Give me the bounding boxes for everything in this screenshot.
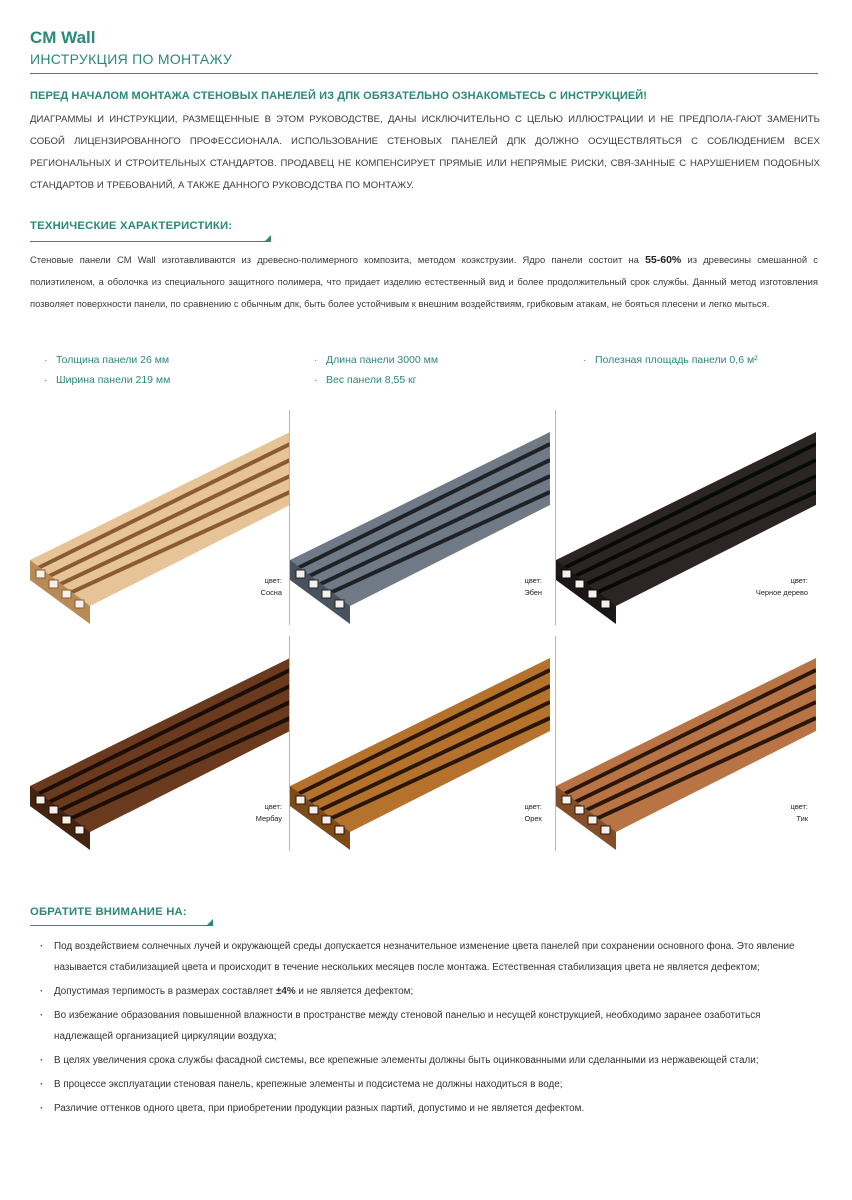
panel-cell — [296, 796, 305, 804]
tech-percent: 55-60% — [645, 254, 682, 266]
color-caption-label: цвет: — [524, 576, 542, 585]
spec-width — [44, 374, 170, 386]
note-text: Различие оттенков одного цвета, при приобретении продукции разных партий, допустимо и не является дефектом. — [54, 1103, 585, 1114]
color-caption-label: цвет: — [264, 576, 282, 585]
color-name: Черное дерево — [755, 588, 808, 597]
color-name: Орех — [524, 814, 542, 823]
list-item — [38, 1098, 820, 1119]
tech-heading-underline — [30, 241, 270, 242]
panel-cell — [601, 826, 610, 834]
color-caption-label: цвет: — [264, 802, 282, 811]
panel-cell — [562, 570, 571, 578]
tech-heading-corner — [264, 235, 271, 242]
color-name: Эбен — [524, 588, 542, 597]
tech-text-2: из древесины смешанной с полиэтиленом, а оболочка из специального защитного полимера, что придает изделию естественный вид и более продолжительный срок службы. Данный метод изготовления позволяет поверхности панели, по сравнению с обычным дпк, быть более устойчивым к внешним воздействиям, грибковым атакам, не бояться плесени и легко мыться. — [30, 254, 818, 309]
color-caption — [261, 575, 282, 599]
panel-cell — [562, 796, 571, 804]
notes-heading-underline — [30, 925, 212, 926]
panel-cell — [601, 600, 610, 608]
warning-heading: ПЕРЕД НАЧАЛОМ МОНТАЖА СТЕНОВЫХ ПАНЕЛЕЙ ИЗ ДПК ОБЯЗАТЕЛЬНО ОЗНАКОМЬТЕСЬ С ИНСТРУКЦИЕЙ! — [30, 90, 648, 102]
list-item — [38, 1050, 820, 1071]
panel-cell — [36, 570, 45, 578]
warning-body: ДИАГРАММЫ И ИНСТРУКЦИИ, РАЗМЕЩЕННЫЕ В ЭТОМ РУКОВОДСТВЕ, ДАНЫ ИСКЛЮЧИТЕЛЬНО С ЦЕЛЬЮ ИЛЛЮСТРАЦИИ И НЕ ПРЕДПОЛА-ГАЮТ ЗАМЕНИТЬ СОБОЙ ЛИЦЕНЗИРОВАННОГО ПРОФЕССИОНАЛА. ИСПОЛЬЗОВАНИЕ СТЕНОВЫХ ПАНЕЛЕЙ ДПК ДОЛЖНО ОСУЩЕСТВЛЯТЬСЯ С СОБЛЮДЕНИЕМ ВСЕХ РЕГИОНАЛЬНЫХ И СТРОИТЕЛЬНЫХ СТАНДАРТОВ. ПРОДАВЕЦ НЕ КОМПЕНСИРУЕТ ПРЯМЫЕ ИЛИ НЕПРЯМЫЕ РИСКИ, СВЯ-ЗАННЫЕ С НАРУШЕНИЕМ ПОДОБНЫХ СТАНДАРТОВ И ТРЕБОВАНИЙ, А ТАКЖЕ ДАННОГО РУКОВОДСТВА ПО МОНТАЖУ. — [30, 114, 820, 191]
list-item — [38, 1074, 820, 1095]
spec-area-text: Полезная площадь панели 0,6 м² — [595, 354, 758, 366]
spec-weight — [314, 374, 417, 386]
tech-description — [30, 249, 818, 315]
note-text: и не является дефектом; — [295, 986, 414, 997]
panel-cell — [335, 600, 344, 608]
panel-image — [290, 410, 550, 625]
list-item — [38, 981, 820, 1002]
color-tile — [30, 410, 290, 625]
tile-divider — [555, 636, 556, 851]
color-tile — [556, 410, 816, 625]
spec-length-text: Длина панели 3000 мм — [326, 354, 439, 366]
panel-cell — [75, 826, 84, 834]
page-subtitle: ИНСТРУКЦИЯ ПО МОНТАЖУ — [30, 51, 233, 67]
notes-list — [38, 936, 820, 1122]
color-caption — [791, 801, 808, 825]
note-text: Во избежание образования повышенной влажности в пространстве между стеновой панелью и несущей конструкцией, необходимо заранее озаботиться надлежащей организацией циркуляции воздуха; — [54, 1010, 761, 1042]
panel-cell — [309, 806, 318, 814]
tech-heading: ТЕХНИЧЕСКИЕ ХАРАКТЕРИСТИКИ: — [30, 220, 233, 232]
panel-cell — [62, 590, 71, 598]
panel-cell — [49, 580, 58, 588]
color-caption — [524, 575, 542, 599]
color-name: Тик — [796, 814, 808, 823]
note-text: В целях увеличения срока службы фасадной системы, все крепежные элементы должны быть оцинкованными или сделанными из нержавеющей стали; — [54, 1055, 759, 1066]
panel-cell — [588, 816, 597, 824]
note-text: Допустимая терпимость в размерах составляет — [54, 986, 276, 997]
panel-cell — [62, 816, 71, 824]
bullet-icon: · — [44, 354, 48, 366]
panel-cell — [49, 806, 58, 814]
panel-cell — [36, 796, 45, 804]
spec-length — [314, 354, 438, 366]
spec-thickness-text: Толщина панели 26 мм — [56, 354, 170, 366]
panel-cell — [322, 816, 331, 824]
panel-cell — [335, 826, 344, 834]
color-tile — [290, 410, 550, 625]
color-name: Сосна — [260, 588, 282, 597]
spec-weight-text: Вес панели 8,55 кг — [326, 374, 417, 386]
tile-divider — [289, 636, 290, 851]
bullet-icon: · — [583, 354, 587, 366]
notes-heading-corner — [206, 919, 213, 926]
panel-cell — [322, 590, 331, 598]
note-tolerance: ±4% — [275, 986, 296, 997]
panel-cell — [75, 600, 84, 608]
tech-text-1: Стеновые панели CM Wall изготавливаются из древесно-полимерного композита, методом коэкструзии. Ядро панели состоит на — [30, 254, 646, 265]
color-tile — [556, 636, 816, 851]
color-name: Мербау — [255, 814, 282, 823]
list-item — [38, 936, 820, 978]
color-caption-label: цвет: — [524, 802, 542, 811]
header-divider — [30, 73, 818, 74]
panel-cell — [575, 580, 584, 588]
color-caption — [256, 801, 282, 825]
color-caption — [524, 801, 542, 825]
note-text: В процессе эксплуатации стеновая панель, крепежные элементы и подсистема не должны находиться в воде; — [54, 1079, 563, 1090]
spec-thickness — [44, 354, 169, 366]
color-caption-label: цвет: — [790, 802, 808, 811]
spec-width-text: Ширина панели 219 мм — [56, 374, 171, 386]
panel-image — [30, 636, 290, 851]
panel-cell — [575, 806, 584, 814]
panel-cell — [296, 570, 305, 578]
bullet-icon: · — [44, 374, 48, 386]
panel-image — [290, 636, 550, 851]
tile-divider — [555, 410, 556, 625]
color-caption-label: цвет: — [790, 576, 808, 585]
note-text: Под воздействием солнечных лучей и окружающей среды допускается незначительное изменение цвета панелей при сохранении основного фона. Это явление называется стабилизацией цвета и происходит в течение нескольких месяцев после монтажа. Естественная стабилизация цвета не является дефектом; — [54, 941, 795, 973]
panel-cell — [588, 590, 597, 598]
color-caption — [756, 575, 808, 599]
tile-divider — [289, 410, 290, 625]
spec-area — [583, 354, 758, 366]
bullet-icon: · — [314, 374, 318, 386]
notes-heading: ОБРАТИТЕ ВНИМАНИЕ НА: — [30, 906, 187, 918]
list-item — [38, 1005, 820, 1047]
panel-cell — [309, 580, 318, 588]
color-tile — [30, 636, 290, 851]
bullet-icon: · — [314, 354, 318, 366]
panel-image — [30, 410, 290, 625]
brand-title: CM Wall — [30, 28, 96, 47]
color-tile — [290, 636, 550, 851]
panel-image — [556, 636, 816, 851]
